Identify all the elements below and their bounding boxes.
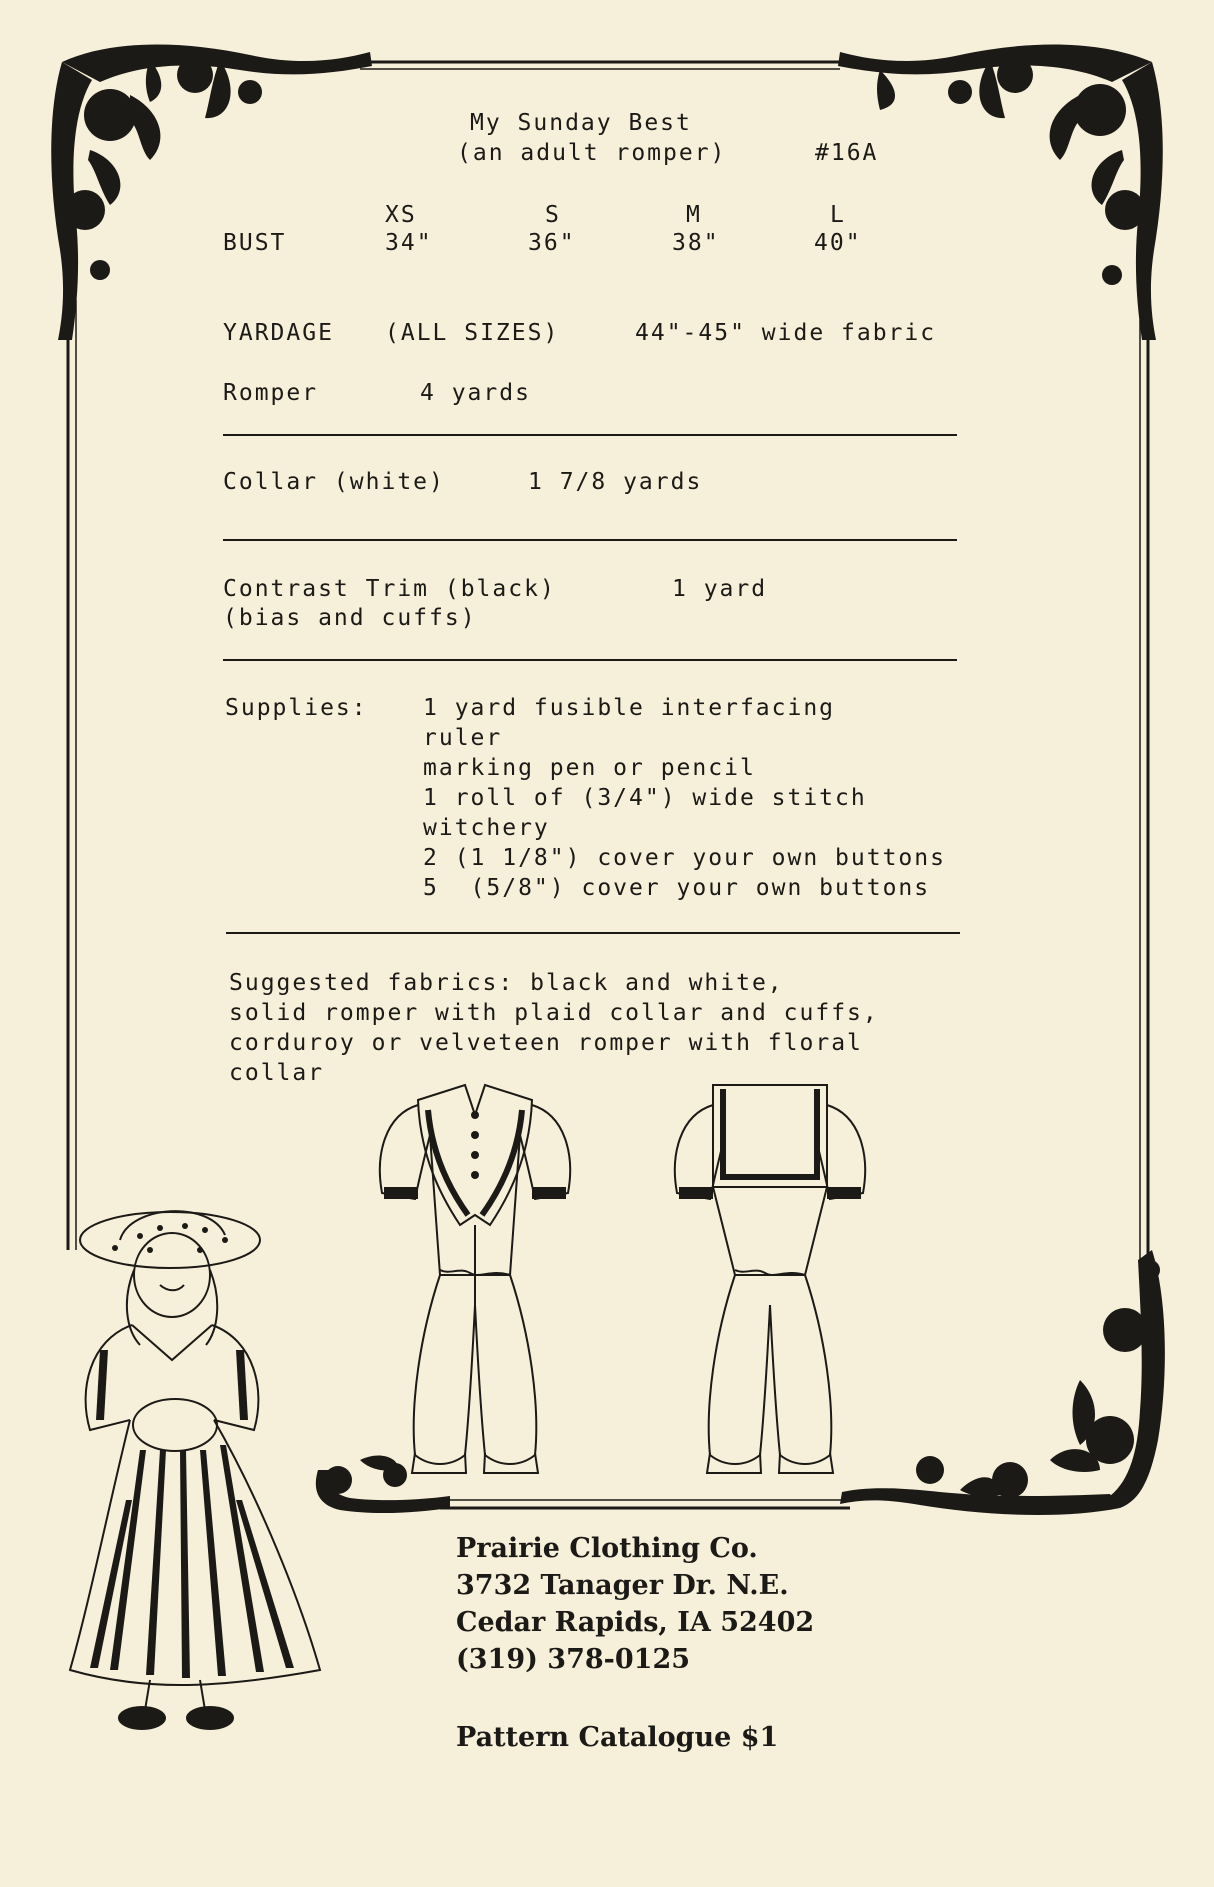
corner-flourish-top-left — [51, 45, 372, 340]
company-name: Prairie Clothing Co. — [456, 1533, 758, 1564]
corner-flourish-bottom-right — [840, 1250, 1165, 1515]
collar-label: Collar (white) — [223, 469, 445, 495]
romper-amount: 4 yards — [420, 380, 531, 406]
catalogue-offer: Pattern Catalogue $1 — [456, 1722, 779, 1753]
divider — [223, 539, 957, 541]
divider — [226, 932, 960, 934]
supply-item: 1 yard fusible interfacing — [423, 695, 836, 721]
girl-with-bunny-illustration — [60, 1200, 330, 1740]
supply-item: 5 (5/8") cover your own buttons — [423, 875, 931, 901]
yardage-sizes-note: (ALL SIZES) — [385, 320, 560, 346]
company-phone: (319) 378-0125 — [456, 1644, 691, 1675]
pattern-number: #16A — [815, 140, 879, 166]
trim-sublabel: (bias and cuffs) — [223, 605, 477, 631]
suggested-line: collar — [229, 1060, 325, 1086]
size-s-label: S — [545, 202, 561, 228]
collar-amount: 1 7/8 yards — [528, 469, 703, 495]
yardage-fabric-width: 44"-45" wide fabric — [635, 320, 937, 346]
supply-item: 2 (1 1/8") cover your own buttons — [423, 845, 946, 871]
romper-front-illustration — [370, 1075, 580, 1495]
supplies-list — [423, 693, 946, 903]
romper-back-illustration — [665, 1075, 875, 1495]
supply-item: ruler — [423, 725, 503, 751]
suggested-line: Suggested fabrics: black and white, — [229, 970, 784, 996]
yardage-label: YARDAGE — [223, 320, 334, 346]
pattern-subtitle: (an adult romper) — [457, 140, 727, 166]
size-m-label: M — [686, 202, 702, 228]
divider — [223, 659, 957, 661]
bust-l-value: 40" — [814, 230, 862, 256]
bust-m-value: 38" — [672, 230, 720, 256]
bust-s-value: 36" — [528, 230, 576, 256]
pattern-title: My Sunday Best — [470, 110, 692, 136]
supply-item: marking pen or pencil — [423, 755, 756, 781]
supply-item: 1 roll of (3/4") wide stitch — [423, 785, 867, 811]
divider — [223, 434, 957, 436]
corner-flourish-top-right — [838, 45, 1163, 340]
romper-label: Romper — [223, 380, 319, 406]
trim-label: Contrast Trim (black) — [223, 576, 556, 602]
suggested-line: corduroy or velveteen romper with floral — [229, 1030, 863, 1056]
company-city: Cedar Rapids, IA 52402 — [456, 1607, 815, 1638]
trim-amount: 1 yard — [672, 576, 768, 602]
size-l-label: L — [830, 202, 846, 228]
bust-xs-value: 34" — [385, 230, 433, 256]
company-street: 3732 Tanager Dr. N.E. — [456, 1570, 789, 1601]
size-xs-label: XS — [385, 202, 417, 228]
supplies-label: Supplies: — [225, 695, 368, 721]
suggested-line: solid romper with plaid collar and cuffs, — [229, 1000, 879, 1026]
supply-item: witchery — [423, 815, 550, 841]
bust-row-label: BUST — [223, 230, 287, 256]
suggested-fabrics — [229, 968, 879, 1088]
